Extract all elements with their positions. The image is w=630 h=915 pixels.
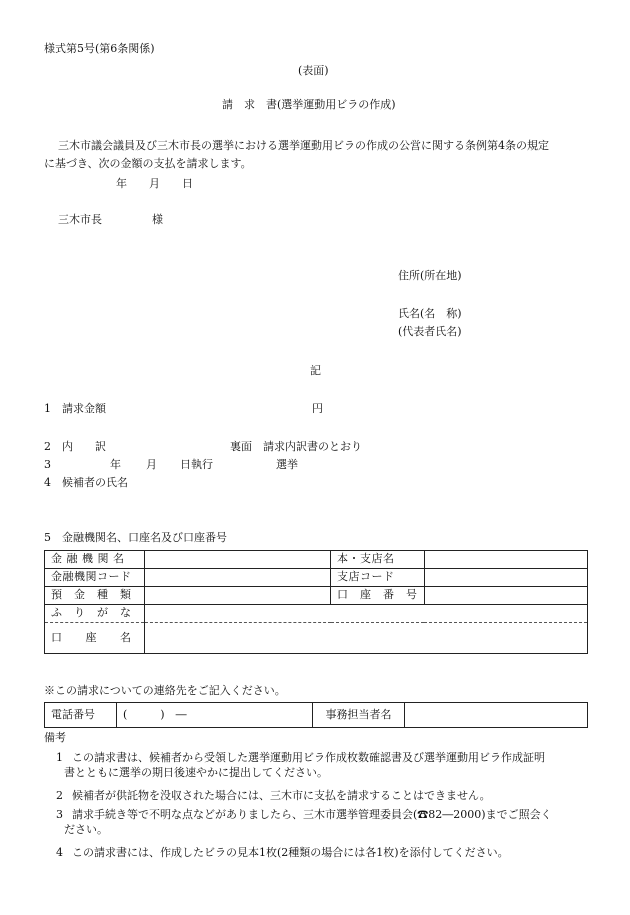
remarks-title: 備考 (44, 731, 66, 744)
item-3-number: 3 (44, 458, 51, 471)
item-3-year: 年 (110, 458, 121, 471)
deposit-type-field[interactable] (145, 587, 331, 605)
bank-code-label: 金融機関コード (45, 569, 145, 587)
table-row (45, 569, 588, 587)
ki-heading: 記 (310, 364, 321, 377)
remark-line: 請求手続き等で不明な点などがありましたら、三木市選挙管理委員会(☎82―2000)までご照会く (72, 808, 552, 821)
item-2-value: 裏面 請求内訳書のとおり (230, 440, 362, 453)
table-row (45, 605, 588, 623)
item-5-number: 5 (44, 531, 51, 544)
remark-line: 書とともに選挙の期日後速やかに提出してください。 (64, 765, 328, 779)
remark-number: 2 (56, 789, 63, 802)
item-2-label: 内 訳 (62, 440, 106, 453)
item-4-number: 4 (44, 476, 51, 489)
name-label: 氏名(名 称) (398, 307, 462, 320)
intro-line-1: 三木市議会議員及び三木市長の選挙における選挙運動用ビラの作成の公営に関する条例第4条の規定 (58, 139, 549, 152)
intro-line-2: に基づき、次の金額の支払を請求します。 (44, 157, 252, 170)
representative-label: (代表者氏名) (398, 325, 462, 338)
remark-number: 1 (56, 751, 63, 764)
remark-line: この請求書は、候補者から受領した選挙運動用ビラ作成枚数確認書及び選挙運動用ビラ作成証明 (72, 751, 545, 764)
item-2-number: 2 (44, 440, 51, 453)
table-row (45, 703, 588, 728)
remark-line: ださい。 (64, 822, 108, 836)
document-title: 請 求 書(選挙運動用ビラの作成) (222, 98, 396, 111)
item-3-day: 日執行 (180, 458, 213, 471)
table-row (45, 623, 588, 654)
phone-label: 電話番号 (45, 703, 117, 728)
remark-number: 4 (56, 846, 63, 859)
branch-code-field[interactable] (424, 569, 588, 587)
remark-item-3 (56, 808, 590, 838)
bank-account-table (44, 550, 588, 654)
addressee-honorific: 様 (152, 213, 163, 226)
side-label: (表面) (298, 64, 329, 77)
account-name-field[interactable] (145, 623, 588, 654)
remark-item-2 (56, 789, 590, 804)
furigana-label: ふ り が な (45, 605, 145, 623)
furigana-field[interactable] (145, 605, 588, 623)
table-row (45, 551, 588, 569)
remark-item-1 (56, 751, 590, 781)
remark-item-4 (56, 846, 590, 861)
item-3-election: 選挙 (276, 458, 298, 471)
item-5-label: 金融機関名、口座名及び口座番号 (62, 531, 227, 544)
staff-label: 事務担当者名 (313, 703, 405, 728)
account-number-label: 口 座 番 号 (331, 587, 425, 605)
bank-name-label: 金 融 機 関 名 (45, 551, 145, 569)
branch-name-field[interactable] (424, 551, 588, 569)
branch-name-label: 本・支店名 (331, 551, 425, 569)
date-line: 年 月 日 (116, 177, 193, 190)
table-row (45, 587, 588, 605)
remark-number: 3 (56, 808, 63, 821)
item-4-label: 候補者の氏名 (62, 476, 128, 489)
item-1-label: 請求金額 (62, 402, 106, 415)
bank-name-field[interactable] (145, 551, 331, 569)
item-1-unit: 円 (312, 402, 323, 415)
contact-note: ※この請求についての連絡先をご記入ください。 (44, 684, 286, 697)
contact-table (44, 702, 588, 728)
phone-field[interactable]: ( ) ― (117, 703, 313, 728)
item-1-number: 1 (44, 402, 51, 415)
branch-code-label: 支店コード (331, 569, 425, 587)
deposit-type-label: 預 金 種 類 (45, 587, 145, 605)
addressee: 三木市長 (58, 213, 102, 226)
account-number-field[interactable] (424, 587, 588, 605)
item-3-month: 月 (146, 458, 157, 471)
remark-line: 候補者が供託物を没収された場合には、三木市に支払を請求することはできません。 (72, 789, 491, 802)
address-label: 住所(所在地) (398, 269, 462, 282)
form-number: 様式第5号(第6条関係) (44, 42, 155, 55)
bank-code-field[interactable] (145, 569, 331, 587)
remark-line: この請求書には、作成したビラの見本1枚(2種類の場合には各1枚)を添付してください。 (72, 846, 509, 859)
account-name-label: 口 座 名 (45, 623, 145, 654)
staff-field[interactable] (405, 703, 588, 728)
